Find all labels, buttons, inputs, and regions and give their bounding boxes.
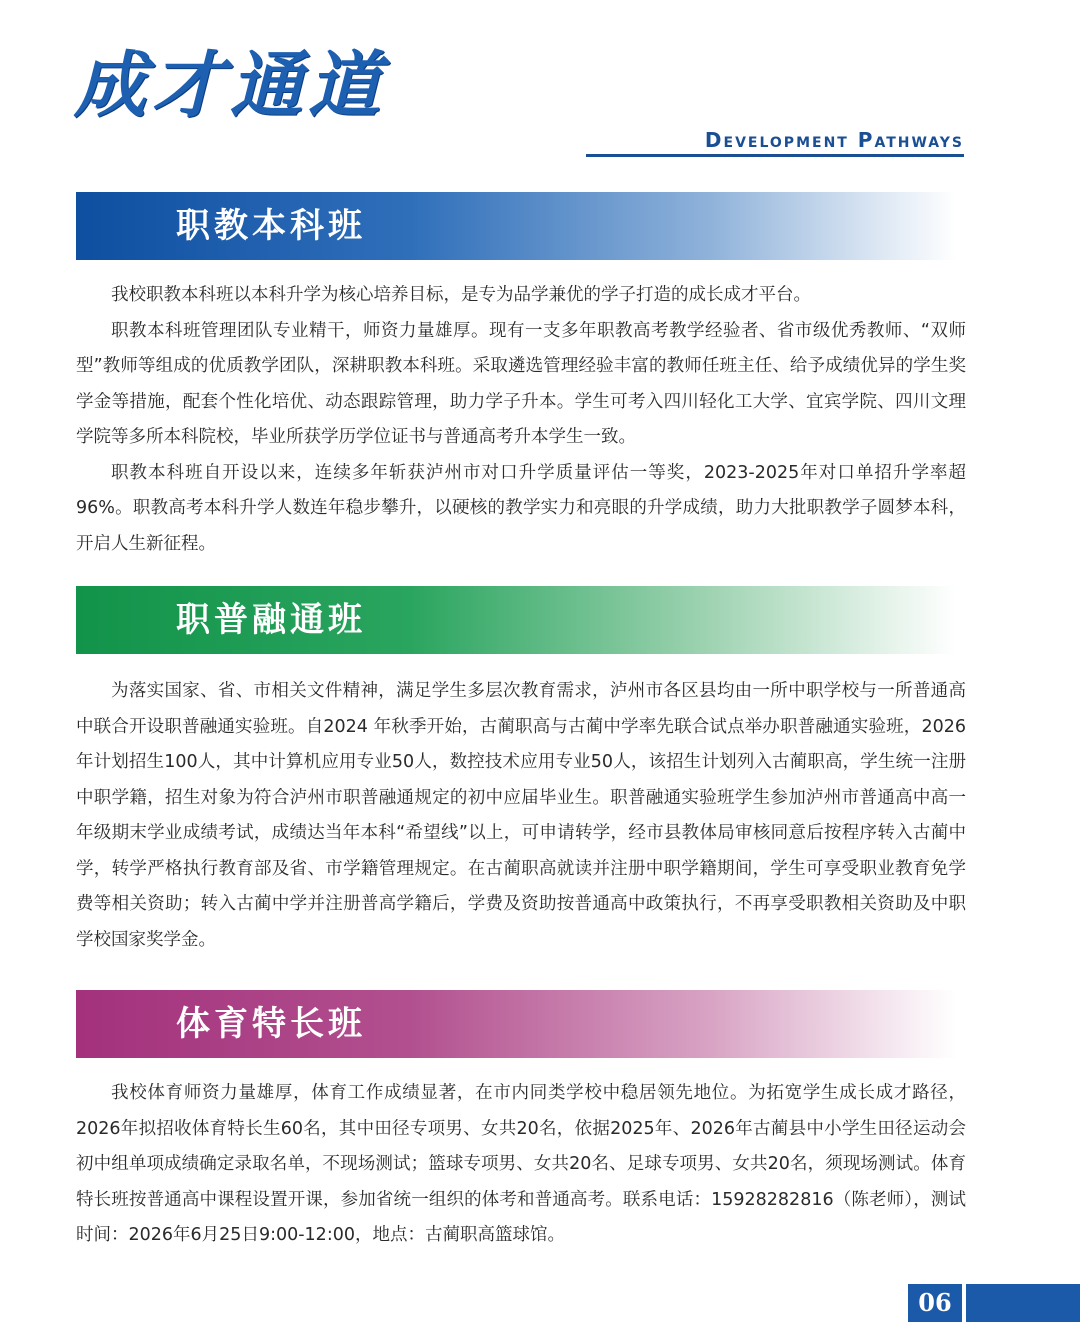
- subtitle-underline: [586, 154, 964, 157]
- page-subtitle: Development Pathways: [704, 128, 964, 152]
- section-title: 职普融通班: [176, 600, 366, 640]
- page-title: 成才通道: [74, 43, 387, 127]
- section-body-sports-class: [76, 1076, 966, 1254]
- paragraph: 职教本科班管理团队专业精干，师资力量雄厚。现有一支多年职教高考教学经验者、省市级优秀教师、“双师型”教师等组成的优质教学团队，深耕职教本科班。采取遴选管理经验丰富的教师任班主任、给予成绩优异的学生奖学金等措施，配套个性化培优、动态跟踪管理，助力学子升本。学生可考入四川轻化工大学、宜宾学院、四川文理学院等多所本科院校，毕业所获学历学位证书与普通高考升本学生一致。: [76, 320, 966, 447]
- section-header-vocational-undergrad: [76, 192, 956, 260]
- section-header-sports-class: [76, 990, 956, 1058]
- section-body-vocational-undergrad: [76, 278, 966, 562]
- paragraph: 我校职教本科班以本科升学为核心培养目标，是专为品学兼优的学子打造的成长成才平台。: [111, 285, 811, 305]
- paragraph: 我校体育师资力量雄厚，体育工作成绩显著，在市内同类学校中稳居领先地位。为拓宽学生成长成才路径，2026年拟招收体育特长生60名，其中田径专项男、女共20名，依据2025年、2026年古蔺县中小学生田径运动会初中组单项成绩确定录取名单，不现场测试；篮球专项男、女共20名、足球专项男、女共20名，须现场测试。体育特长班按普通高中课程设置开课，参加省统一组织的体考和普通高考。联系电话：15928282816（陈老师），测试时间：2026年6月25日9:00-12:00，地点：古蔺职高篮球馆。: [76, 1083, 966, 1245]
- page-number-tab: [908, 1284, 1080, 1322]
- section-title: 体育特长班: [176, 1004, 366, 1044]
- paragraph: 为落实国家、省、市相关文件精神，满足学生多层次教育需求，泸州市各区县均由一所中职学校与一所普通高中联合开设职普融通实验班。自2024 年秋季开始，古蔺职高与古蔺中学率先联合试点举办职普融通实验班，2026年计划招生100人，其中计算机应用专业50人，数控技术应用专业50人，该招生计划列入古蔺职高，学生统一注册中职学籍，招生对象为符合泸州市职普融通规定的初中应届毕业生。职普融通实验班学生参加泸州市普通高中高一年级期末学业成绩考试，成绩达当年本科“希望线”以上，可申请转学，经市县教体局审核同意后按程序转入古蔺中学，转学严格执行教育部及省、市学籍管理规定。在古蔺职高就读并注册中职学籍期间，学生可享受职业教育免学费等相关资助；转入古蔺中学并注册普高学籍后，学费及资助按普通高中政策执行，不再享受职教相关资助及中职学校国家奖学金。: [76, 681, 966, 950]
- section-title: 职教本科班: [176, 206, 366, 246]
- section-header-integration-class: [76, 586, 956, 654]
- page-number: 06: [908, 1284, 966, 1322]
- section-body-integration-class: [76, 674, 966, 958]
- paragraph: 职教本科班自开设以来，连续多年斩获泸州市对口升学质量评估一等奖，2023-2025年对口单招升学率超96%。职教高考本科升学人数连年稳步攀升，以硬核的教学实力和亮眼的升学成绩，助力大批职教学子圆梦本科，开启人生新征程。: [76, 462, 966, 554]
